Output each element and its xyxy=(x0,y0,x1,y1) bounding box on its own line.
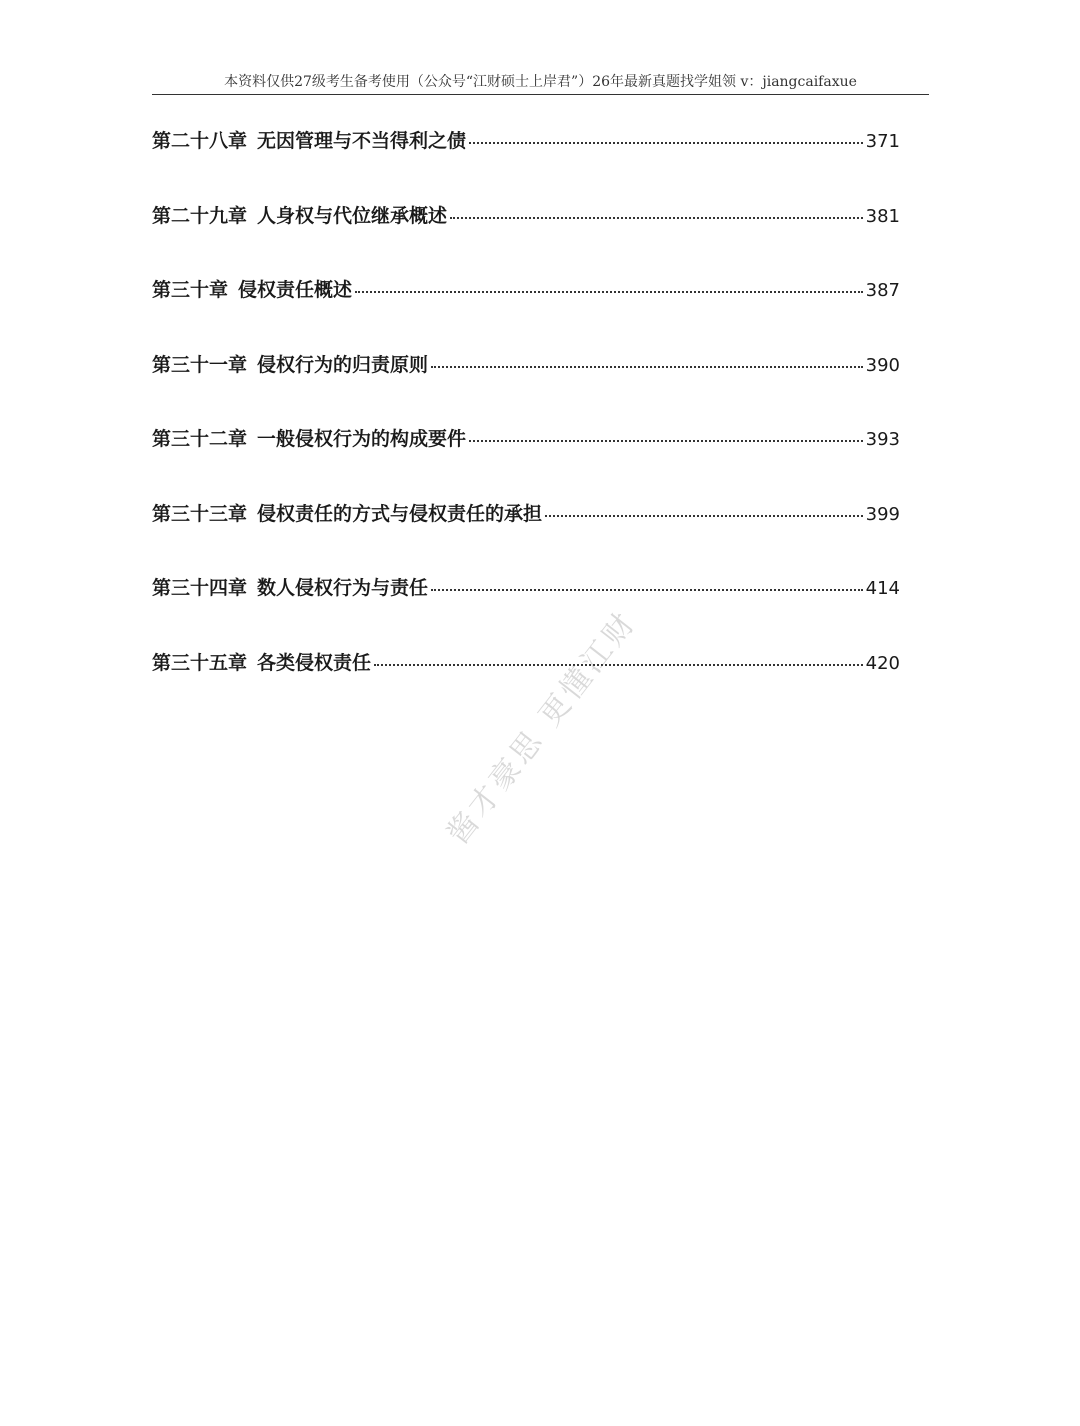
toc-page-number: 414 xyxy=(865,578,900,599)
toc-page-number: 420 xyxy=(865,652,900,674)
toc-chapter-number: 第二十九章 xyxy=(152,204,248,227)
toc-chapter-title: 一般侵权行为的构成要件 xyxy=(257,428,467,450)
toc-chapter-number: 第三十五章 xyxy=(152,651,248,674)
toc-entry-label xyxy=(152,424,466,451)
toc-leader-dots xyxy=(469,439,863,442)
toc-chapter-title: 侵权责任的方式与侵权责任的承担 xyxy=(257,502,543,525)
toc-leader-dots xyxy=(469,141,863,144)
toc-entry-label xyxy=(152,126,466,153)
toc-leader-dots xyxy=(545,514,863,517)
toc-entry-label xyxy=(152,201,447,228)
toc-chapter-title: 无因管理与不当得利之债 xyxy=(257,130,467,152)
toc-chapter-title: 数人侵权行为与责任 xyxy=(257,577,429,599)
toc-entry-label xyxy=(152,573,428,600)
toc-entry[interactable] xyxy=(152,126,900,201)
toc-page-number: 387 xyxy=(865,280,900,301)
toc-chapter-number: 第三十一章 xyxy=(152,353,248,376)
toc-chapter-title: 侵权责任概述 xyxy=(238,279,353,301)
toc-chapter-number: 第三十四章 xyxy=(152,577,248,599)
toc-entry-label xyxy=(152,275,352,302)
toc-chapter-title: 侵权行为的归责原则 xyxy=(257,353,429,376)
toc-entry[interactable] xyxy=(152,275,900,350)
toc-leader-dots xyxy=(374,663,863,666)
toc-page-number: 381 xyxy=(865,205,900,227)
toc-entry[interactable] xyxy=(152,201,900,276)
toc-chapter-number: 第三十二章 xyxy=(152,428,248,450)
toc-chapter-title: 各类侵权责任 xyxy=(257,651,372,674)
page-header: 本资料仅供27级考生备考使用（公众号“江财硕士上岸君”）26年最新真题找学姐领 v：jiangcaifaxue xyxy=(152,70,929,95)
toc-page-number: 390 xyxy=(865,354,900,376)
toc-chapter-number: 第二十八章 xyxy=(152,130,248,152)
toc-page-number: 399 xyxy=(865,503,900,525)
toc-entry-label xyxy=(152,648,371,675)
toc-chapter-title: 人身权与代位继承概述 xyxy=(257,204,448,227)
toc-entry-label xyxy=(152,350,428,377)
toc-page-number: 393 xyxy=(865,429,900,450)
toc-entry-label xyxy=(152,499,542,526)
toc-entry[interactable] xyxy=(152,350,900,425)
toc-leader-dots xyxy=(450,216,863,219)
toc-page-number: 371 xyxy=(865,131,900,152)
toc-leader-dots xyxy=(431,365,863,368)
watermark: 酱才豪思 更懂江财 xyxy=(440,604,644,852)
toc-entry[interactable] xyxy=(152,499,900,574)
toc-entry[interactable] xyxy=(152,424,900,499)
toc-chapter-number: 第三十章 xyxy=(152,279,229,301)
toc-entry[interactable] xyxy=(152,573,900,648)
table-of-contents xyxy=(152,126,900,722)
toc-leader-dots xyxy=(355,290,863,293)
toc-chapter-number: 第三十三章 xyxy=(152,502,248,525)
